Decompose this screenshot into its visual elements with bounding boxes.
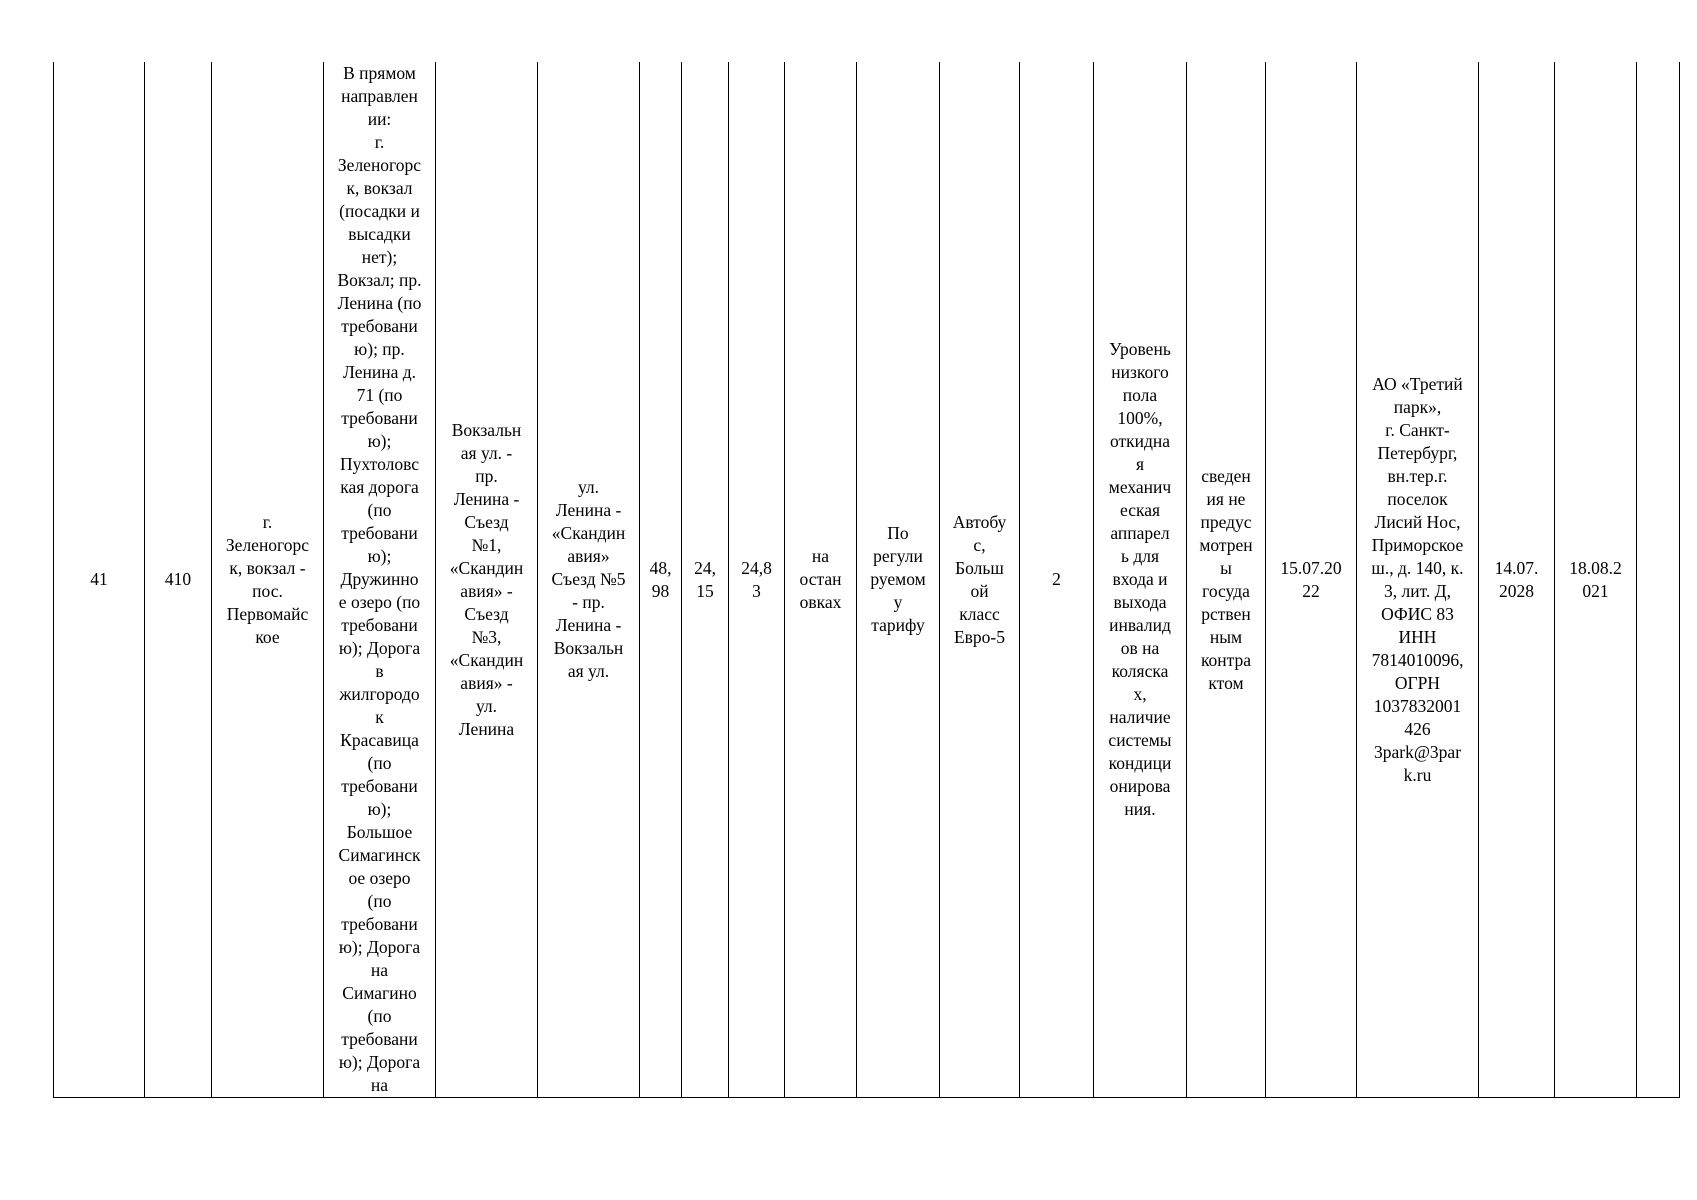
- length-forward-cell: [682, 62, 729, 1098]
- end-date-cell: [1479, 62, 1555, 1098]
- length-total-cell: [640, 62, 682, 1098]
- streets-forward-cell: [436, 62, 538, 1098]
- streets-backward-cell: [538, 62, 640, 1098]
- vehicle-type: Автобу с, Больш ой класс Евро-5: [952, 511, 1007, 647]
- route-number-cell: [54, 62, 145, 1098]
- vehicle-cell: [940, 62, 1020, 1098]
- end-date: 14.07. 2028: [1494, 557, 1539, 601]
- length-forward: 24, 15: [694, 557, 716, 601]
- route-number: 41: [90, 569, 108, 589]
- route-registry-table: [53, 62, 1680, 1098]
- route-name-cell: [212, 62, 324, 1098]
- stops-cell: [324, 62, 436, 1098]
- reg-number-cell: [145, 62, 212, 1098]
- streets-forward: Вокзальн ая ул. - пр. Ленина - Съезд №1, «Скандин авия» - Съезд №3, «Скандин авия» - ул. Ленина: [449, 419, 524, 739]
- length-backward-cell: [729, 62, 785, 1098]
- start-date-cell: [1266, 62, 1357, 1098]
- carrier-cell: [1357, 62, 1479, 1098]
- start-date: 15.07.20 22: [1280, 557, 1342, 601]
- boarding-cell: [785, 62, 857, 1098]
- extra-cell: [1637, 62, 1680, 1098]
- table-row: [54, 62, 1680, 1098]
- length-total: 48, 98: [649, 557, 672, 601]
- route-reg-number: 410: [164, 569, 192, 589]
- vehicle-characteristics: Уровень низкого пола 100%, откидна я механич еская аппарел ь для входа и выхода инвалид ов на коляска х, наличие системы кондици онирова ния.: [1108, 339, 1172, 819]
- tariff-type: По регули руемом у тарифу: [870, 523, 926, 635]
- length-backward: 24,8 3: [741, 557, 772, 601]
- boarding-procedure: на остан овках: [799, 546, 842, 612]
- registry-date: 18.08.2 021: [1569, 557, 1622, 601]
- streets-backward: ул. Ленина - «Скандин авия» Съезд №5 - пр. Ленина - Вокзальн ая ул.: [551, 477, 626, 681]
- carrier-info: АО «Третий парк», г. Санкт- Петербург, вн.тер.г. поселок Лисий Нос, Приморское ш., д. 140, к. 3, лит. Д, ОФИС 83 ИНН 7814010096, ОГРН 1037832001 426 3park@3par k.ru: [1371, 373, 1464, 785]
- registry-date-cell: [1555, 62, 1637, 1098]
- route-stops: В прямом направлен ии: г. Зеленогорс к, вокзал (посадки и высадки нет); Вокзал; пр. Ленина (по требовани ю); пр. Ленина д. 71 (по требовани ю); Пухтоловс кая дорога (по требовани ю); Дружинно е озеро (по требовани ю); Дорога в жилгородо к Красавица (по требовани ю); Большое Симагинск ое озеро (по требовани ю); Дорога на Симагино (по требовани ю); Дорога на: [337, 63, 422, 1095]
- vehicle-count: 2: [1052, 569, 1061, 589]
- route-name: г. Зеленогорс к, вокзал - пос. Первомайс кое: [225, 511, 310, 647]
- contract-info: сведен ия не предус мотрен ы госуда рствен ным контра ктом: [1199, 465, 1253, 693]
- characteristics-cell: [1094, 62, 1187, 1098]
- vehicle-count-cell: [1020, 62, 1094, 1098]
- tariff-cell: [857, 62, 940, 1098]
- contract-cell: [1187, 62, 1266, 1098]
